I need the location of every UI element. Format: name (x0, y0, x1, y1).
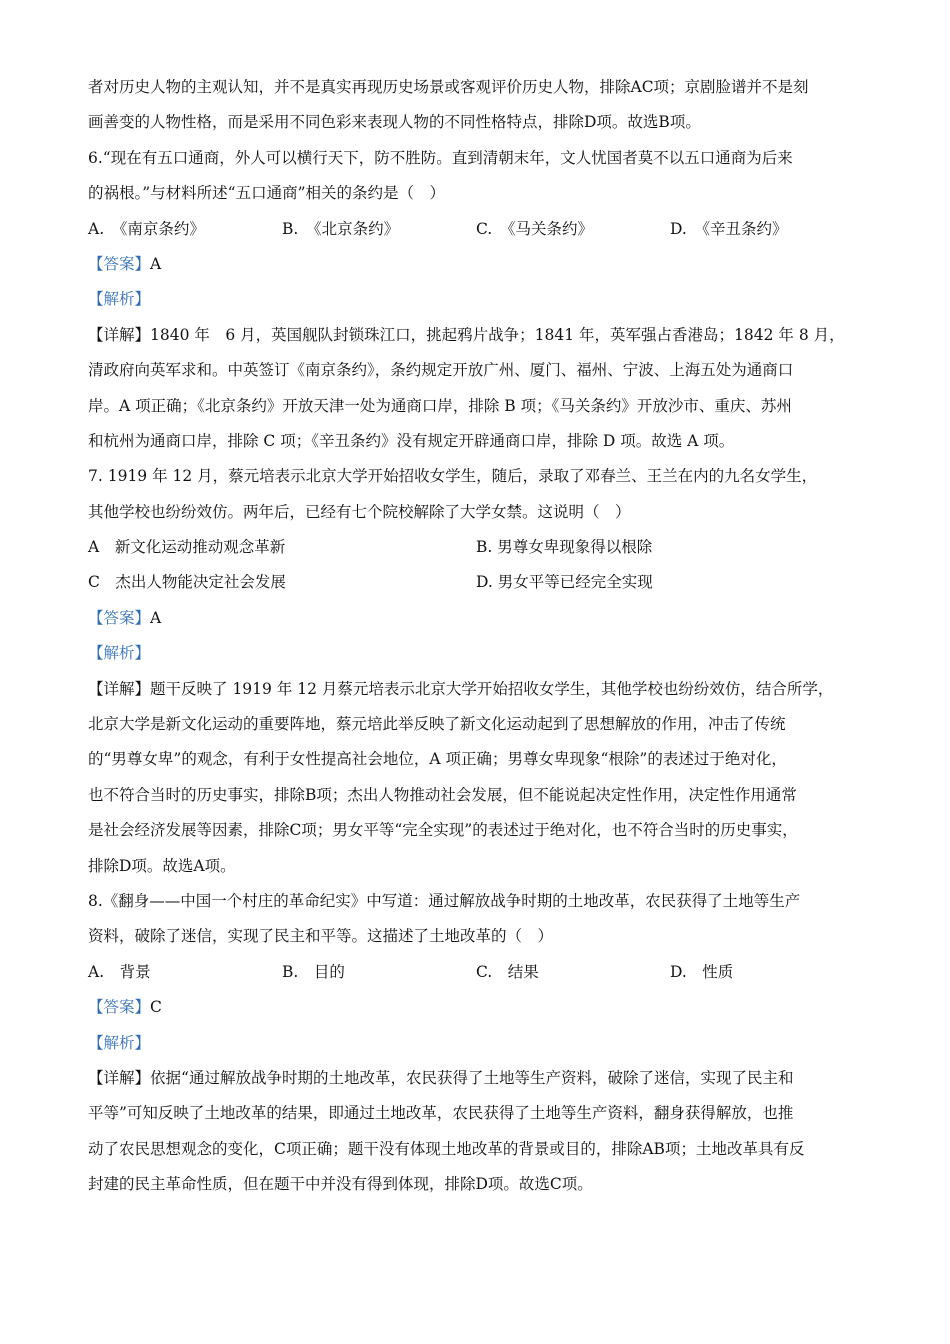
q8-option-a: A. 背景 (88, 962, 151, 981)
q7-analysis (88, 636, 868, 671)
analysis-tag: 【解析】 (88, 1033, 151, 1052)
q7-detail-text: 题干反映了 1919 年 12 月蔡元培表示北京大学开始招收女学生，其他学校也纷纷效仿，结合所学， (150, 679, 834, 698)
answer-tag: 【答案】 (88, 254, 151, 273)
q7-detail-line-6: 排除D项。故选A项。 (88, 856, 236, 875)
q7-option-b: B. 男尊女卑现象得以根除 (476, 538, 653, 557)
q6-option-b: B. 《北京条约》 (282, 219, 400, 238)
q8-options (88, 955, 868, 990)
q6-answer (88, 247, 868, 282)
q7-option-c: C 杰出人物能决定社会发展 (88, 573, 286, 592)
q8-detail-text: 依据“通过解放战争时期的土地改革，农民获得了土地等生产资料，破除了迷信，实现了民主和 (150, 1068, 794, 1087)
detail-tag: 【详解】 (88, 679, 151, 698)
q7-detail-line-3: 的“男尊女卑”的观念，有利于女性提高社会地位，A 项正确；男尊女卑现象“根除”的表述过于绝对化， (88, 750, 787, 769)
q7-option-a: A 新文化运动推动观念革新 (88, 538, 286, 557)
q6-stem-line-1: 6.“现在有五口通商，外人可以横行天下，防不胜防。直到清朝末年，文人忧国者莫不以五口通商为后来 (88, 148, 793, 167)
q6-detail-line-1 (88, 318, 868, 353)
q7-detail-line-2: 北京大学是新文化运动的重要阵地，蔡元培此举反映了新文化运动起到了思想解放的作用，冲击了传统 (88, 715, 786, 734)
q6-option-d: D. 《辛丑条约》 (670, 219, 788, 238)
q6-option-a: A. 《南京条约》 (88, 219, 205, 238)
detail-tag: 【详解】 (88, 325, 151, 344)
q8-answer-value: C (150, 998, 162, 1017)
q7-detail-line-5: 是社会经济发展等因素，排除C项；男女平等“完全实现”的表述过于绝对化，也不符合当时的历史事实， (88, 821, 798, 840)
q8-option-d: D. 性质 (670, 962, 734, 981)
answer-tag: 【答案】 (88, 998, 151, 1017)
q7-stem-line-2: 其他学校也纷纷效仿。两年后，已经有七个院校解除了大学女禁。这说明（ ） (88, 502, 631, 521)
q6-detail-text: 1840 年 6 月，英国舰队封锁珠江口，挑起鸦片战争；1841 年，英军强占香港岛；1842 年 8 月， (150, 325, 845, 344)
q8-detail-line-1 (88, 1061, 868, 1096)
q5-detail-line-1: 者对历史人物的主观认知，并不是真实再现历史场景或客观评价历史人物，排除AC项；京剧脸谱并不是刻 (88, 78, 809, 96)
analysis-tag: 【解析】 (88, 644, 151, 663)
q6-detail-line-2: 清政府向英军求和。中英签订《南京条约》，条约规定开放广州、厦门、福州、宁波、上海五处为通商口 (88, 361, 794, 380)
q6-stem-line-2: 的祸根。”与材料所述“五口通商”相关的条约是（ ） (88, 184, 446, 203)
q8-detail-line-2: 平等”可知反映了土地改革的结果，即通过土地改革，农民获得了土地等生产资料，翻身获得解放，也推 (88, 1104, 794, 1123)
q6-option-c: C. 《马关条约》 (476, 219, 593, 238)
q7-options-row-2 (88, 565, 868, 600)
analysis-tag: 【解析】 (88, 290, 151, 309)
detail-tag: 【详解】 (88, 1068, 151, 1087)
q7-detail-line-1 (88, 672, 868, 707)
document-page (88, 70, 868, 1203)
q8-answer (88, 990, 868, 1025)
q7-answer-value: A (150, 608, 162, 627)
q7-stem-line-1: 7. 1919 年 12 月，蔡元培表示北京大学开始招收女学生，随后，录取了邓春兰、王兰在内的九名女学生， (88, 467, 818, 486)
q7-detail-line-4: 也不符合当时的历史事实，排除B项；杰出人物推动社会发展，但不能说起决定性作用，决定性作用通常 (88, 785, 797, 804)
q8-stem-line-1: 8.《翻身——中国一个村庄的革命纪实》中写道：通过解放战争时期的土地改革，农民获得了土地等生产 (88, 891, 801, 910)
q8-analysis (88, 1026, 868, 1061)
q6-detail-line-4: 和杭州为通商口岸，排除 C 项；《辛丑条约》没有规定开辟通商口岸，排除 D 项。故选 A 项。 (88, 431, 735, 450)
q6-answer-value: A (150, 254, 162, 273)
q8-detail-line-4: 封建的民主革命性质，但在题干中并没有得到体现，排除D项。故选C项。 (88, 1175, 593, 1194)
q8-stem-line-2: 资料，破除了迷信，实现了民主和平等。这描述了土地改革的（ ） (88, 927, 554, 946)
q7-answer (88, 601, 868, 636)
q6-analysis (88, 282, 868, 317)
q5-detail-line-2: 画善变的人物性格，而是采用不同色彩来表现人物的不同性格特点，排除D项。故选B项。 (88, 113, 701, 132)
q6-detail-line-3: 岸。A 项正确；《北京条约》开放天津一处为通商口岸，排除 B 项；《马关条约》开放沙市、重庆、苏州 (88, 396, 792, 415)
q7-option-d: D. 男女平等已经完全实现 (476, 573, 653, 592)
q8-option-c: C. 结果 (476, 962, 539, 981)
q8-detail-line-3: 动了农民思想观念的变化，C项正确；题干没有体现土地改革的背景或目的，排除AB项；土地改革具有反 (88, 1139, 805, 1158)
q8-option-b: B. 目的 (282, 962, 345, 981)
q7-options-row-1 (88, 530, 868, 565)
answer-tag: 【答案】 (88, 608, 151, 627)
q6-options (88, 212, 868, 247)
